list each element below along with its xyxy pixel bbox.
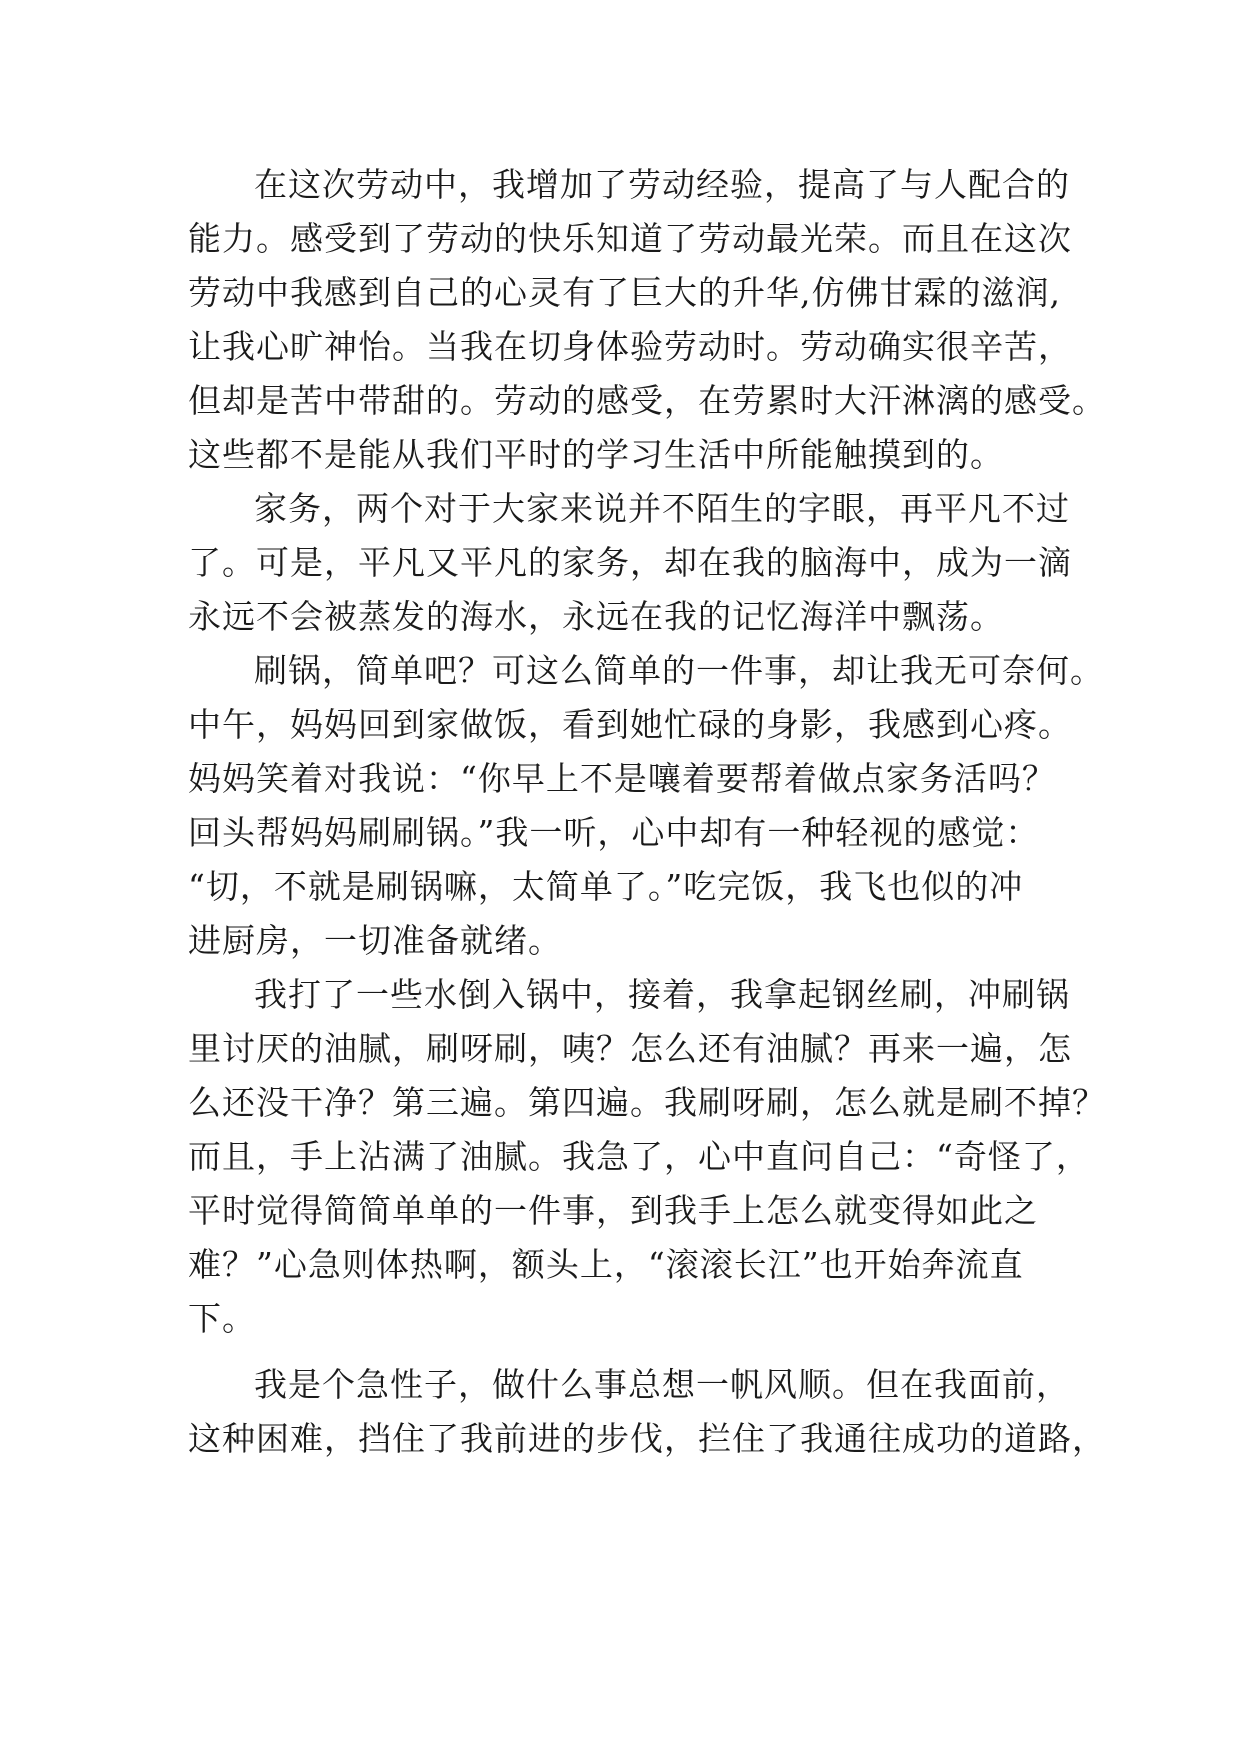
text-line: 我是个急性子，做什么事总想一帆风顺。但在我面前， — [254, 1365, 1070, 1404]
text-line: 妈妈笑着对我说：“你早上不是嚷着要帮着做点家务活吗？ — [188, 759, 1056, 798]
text-line: 么还没干净？第三遍。第四遍。我刷呀刷，怎么就是刷不掉？ — [188, 1083, 1106, 1122]
text-line: 难？”心急则体热啊，额头上，“滚滚长江”也开始奔流直 — [188, 1245, 1024, 1284]
text-line: 下。 — [188, 1299, 256, 1338]
text-line: 家务，两个对于大家来说并不陌生的字眼，再平凡不过 — [254, 489, 1070, 528]
text-line: 永远不会被蒸发的海水，永远在我的记忆海洋中飘荡。 — [188, 597, 1004, 636]
text-line: 里讨厌的油腻，刷呀刷，咦？怎么还有油腻？再来一遍，怎 — [188, 1029, 1072, 1068]
text-line: 而且，手上沾满了油腻。我急了，心中直问自己：“奇怪了， — [188, 1137, 1090, 1176]
text-line: 这些都不是能从我们平时的学习生活中所能触摸到的。 — [188, 435, 1004, 474]
text-line: 了。可是，平凡又平凡的家务，却在我的脑海中，成为一滴 — [188, 543, 1072, 582]
text-line: 这种困难，挡住了我前进的步伐，拦住了我通往成功的道路， — [188, 1419, 1106, 1458]
text-line: 刷锅，简单吧？可这么简单的一件事，却让我无可奈何。 — [254, 651, 1104, 690]
text-line: 进厨房，一切准备就绪。 — [188, 921, 562, 960]
text-line: 劳动中我感到自己的心灵有了巨大的升华,仿佛甘霖的滋润, — [188, 273, 1061, 312]
paragraph-gap — [188, 1346, 1088, 1358]
text-line: 我打了一些水倒入锅中，接着，我拿起钢丝刷，冲刷锅 — [254, 975, 1070, 1014]
document-body — [188, 158, 1106, 1466]
text-line: 平时觉得简简单单的一件事，到我手上怎么就变得如此之 — [188, 1191, 1038, 1230]
text-line: 但却是苦中带甜的。劳动的感受，在劳累时大汗淋漓的感受。 — [188, 381, 1106, 420]
text-line: 让我心旷神怡。当我在切身体验劳动时。劳动确实很辛苦， — [188, 327, 1072, 366]
text-line: 在这次劳动中，我增加了劳动经验，提高了与人配合的 — [254, 165, 1070, 204]
paragraph-1 — [188, 158, 1106, 482]
paragraph-2 — [188, 482, 1088, 644]
paragraph-4 — [188, 968, 1106, 1346]
text-line: 中午，妈妈回到家做饭，看到她忙碌的身影，我感到心疼。 — [188, 705, 1072, 744]
text-line: 回头帮妈妈刷刷锅。”我一听，心中却有一种轻视的感觉： — [188, 813, 1040, 852]
text-line: “切，不就是刷锅嘛，太简单了。”吃完饭，我飞也似的冲 — [188, 867, 1024, 906]
paragraph-3 — [188, 644, 1104, 968]
text-line: 能力。感受到了劳动的快乐知道了劳动最光荣。而且在这次 — [188, 219, 1072, 258]
paragraph-5 — [188, 1358, 1106, 1466]
